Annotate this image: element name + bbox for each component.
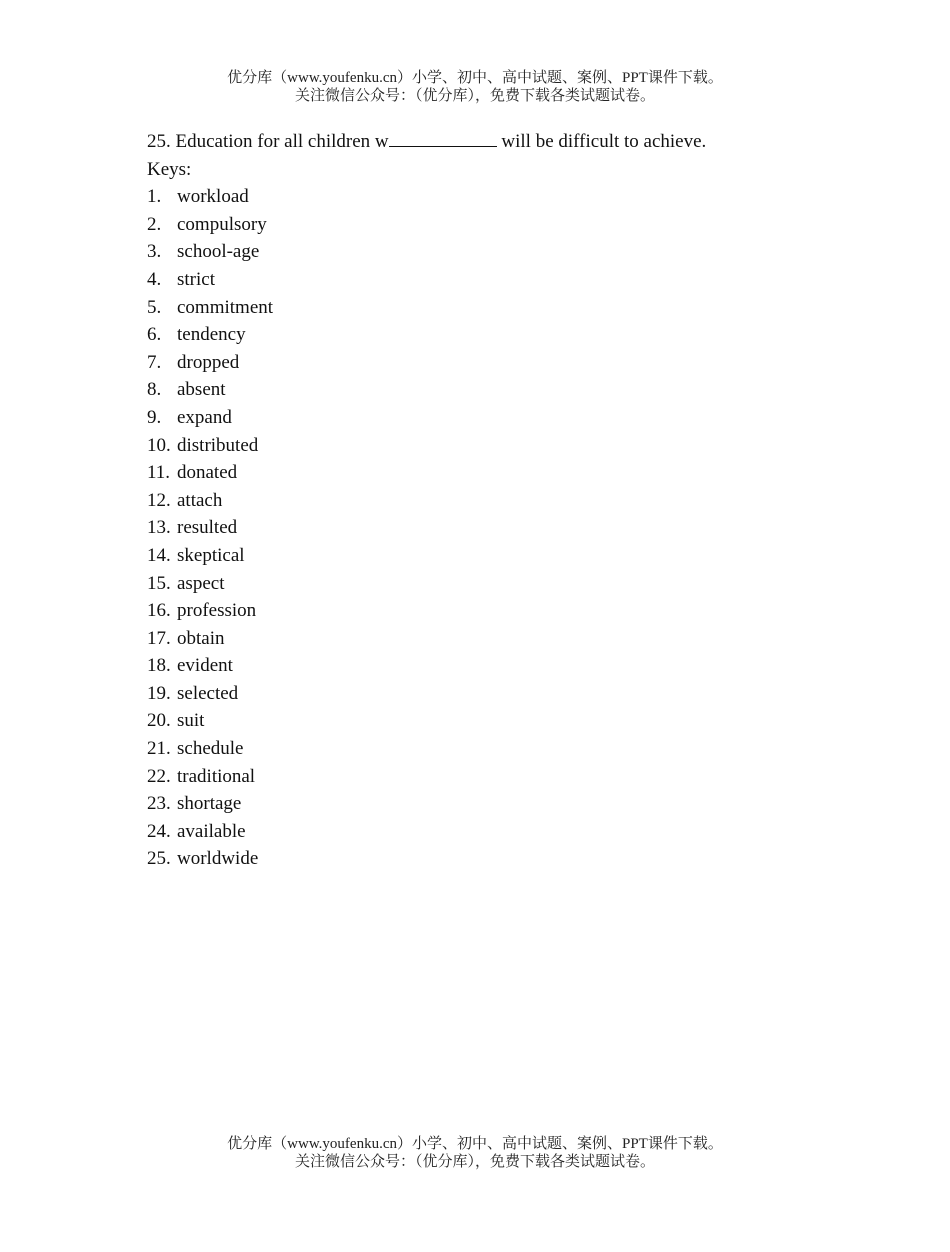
key-number: 6. <box>147 324 162 346</box>
key-number: 25. <box>147 848 171 870</box>
page-header <box>0 69 950 105</box>
key-number: 1. <box>147 186 162 208</box>
list-item <box>147 183 847 211</box>
key-word: attach <box>177 489 223 511</box>
answer-blank <box>389 128 497 147</box>
key-word: available <box>177 820 246 842</box>
key-word: obtain <box>177 627 225 649</box>
key-word: donated <box>177 462 238 484</box>
key-number: 7. <box>147 351 162 373</box>
key-word: dropped <box>177 351 240 373</box>
list-item <box>147 790 847 818</box>
list-item <box>147 404 847 432</box>
keys-heading: Keys: <box>147 158 192 180</box>
list-item <box>147 845 847 873</box>
footer-line-2: 关注微信公众号：（优分库），免费下载各类试题试卷。 <box>294 1154 655 1170</box>
list-item <box>147 680 847 708</box>
key-number: 2. <box>147 213 162 235</box>
key-word: compulsory <box>177 213 267 235</box>
key-number: 15. <box>147 572 171 594</box>
key-word: traditional <box>177 765 256 787</box>
key-number: 12. <box>147 489 171 511</box>
list-item <box>147 238 847 266</box>
key-word: tendency <box>177 324 246 346</box>
key-number: 9. <box>147 406 162 428</box>
list-item <box>147 597 847 625</box>
key-number: 20. <box>147 710 171 732</box>
key-number: 5. <box>147 296 162 318</box>
key-number: 16. <box>147 600 171 622</box>
key-word: schedule <box>177 738 244 760</box>
key-word: distributed <box>177 434 259 456</box>
list-item <box>147 763 847 791</box>
header-line-1: 优分库（www.youfenku.cn）小学、初中、高中试题、案例、PPT课件下载。 <box>227 70 723 86</box>
key-word: aspect <box>177 572 225 594</box>
header-line-2: 关注微信公众号：（优分库），免费下载各类试题试卷。 <box>294 88 655 104</box>
question-25 <box>147 128 847 156</box>
list-item <box>147 652 847 680</box>
key-word: expand <box>177 406 232 428</box>
list-item <box>147 542 847 570</box>
key-number: 21. <box>147 738 171 760</box>
key-number: 23. <box>147 793 171 815</box>
key-number: 3. <box>147 241 162 263</box>
key-word: workload <box>177 186 249 208</box>
key-number: 22. <box>147 765 171 787</box>
page-footer <box>0 1135 950 1171</box>
list-item <box>147 266 847 294</box>
key-word: worldwide <box>177 848 259 870</box>
key-number: 14. <box>147 544 171 566</box>
list-item <box>147 514 847 542</box>
key-word: profession <box>177 600 257 622</box>
key-word: school-age <box>177 241 260 263</box>
key-word: suit <box>177 710 205 732</box>
list-item <box>147 294 847 322</box>
list-item <box>147 349 847 377</box>
key-word: selected <box>177 682 239 704</box>
key-number: 19. <box>147 682 171 704</box>
key-number: 17. <box>147 627 171 649</box>
question-text-before: 25. Education for all children w <box>147 131 389 152</box>
list-item <box>147 211 847 239</box>
list-item <box>147 321 847 349</box>
list-item <box>147 432 847 460</box>
main-content <box>147 128 847 873</box>
key-number: 4. <box>147 268 162 290</box>
list-item <box>147 487 847 515</box>
list-item <box>147 459 847 487</box>
key-word: shortage <box>177 793 242 815</box>
key-word: skeptical <box>177 544 245 566</box>
key-number: 18. <box>147 655 171 677</box>
list-item <box>147 735 847 763</box>
key-word: evident <box>177 655 233 677</box>
key-number: 24. <box>147 820 171 842</box>
key-number: 8. <box>147 379 162 401</box>
answer-key-list <box>147 183 847 873</box>
list-item <box>147 818 847 846</box>
key-number: 13. <box>147 517 171 539</box>
key-word: absent <box>177 379 226 401</box>
list-item <box>147 376 847 404</box>
key-word: strict <box>177 268 215 290</box>
key-number: 10. <box>147 434 171 456</box>
list-item <box>147 707 847 735</box>
key-number: 11. <box>147 462 171 484</box>
list-item <box>147 570 847 598</box>
key-word: commitment <box>177 296 274 318</box>
question-text-after: will be difficult to achieve. <box>496 131 707 152</box>
key-word: resulted <box>177 517 238 539</box>
footer-line-1: 优分库（www.youfenku.cn）小学、初中、高中试题、案例、PPT课件下载。 <box>227 1136 723 1152</box>
list-item <box>147 625 847 653</box>
